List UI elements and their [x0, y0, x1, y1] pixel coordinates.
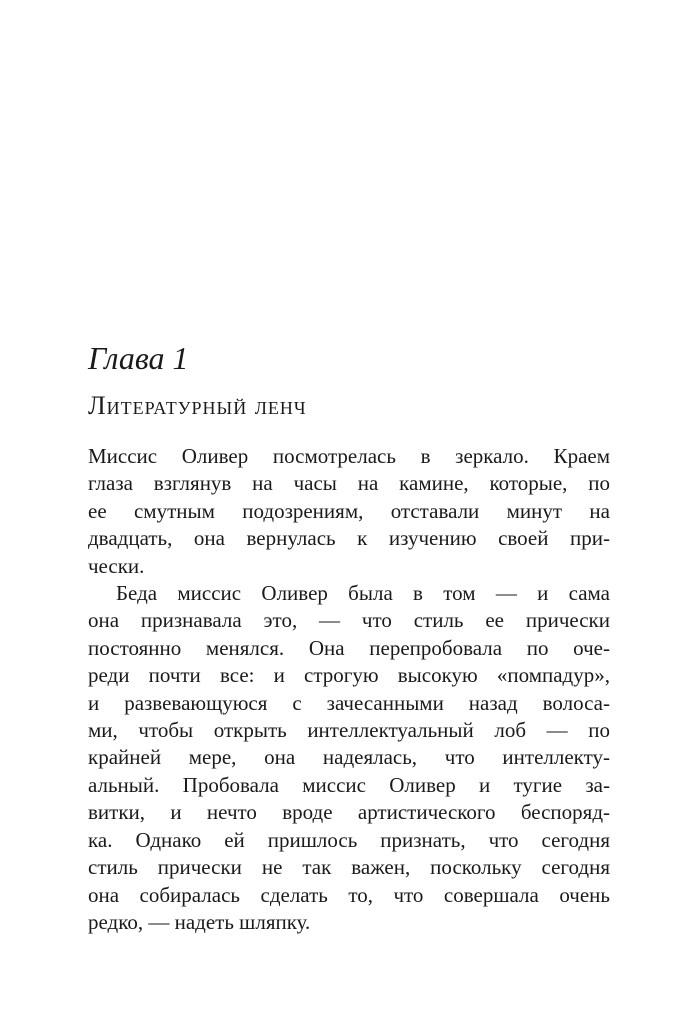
text-line: реди почти все: и строгую высокую «помпадур», [88, 663, 610, 688]
text-line: чески. [88, 553, 145, 578]
text-line: ее смутным подозрениям, отставали минут на [88, 498, 610, 523]
text-line: витки, и нечто вроде артистического беспоряд- [88, 800, 610, 825]
text-line: ми, чтобы открыть интеллектуальный лоб — по [88, 718, 610, 743]
chapter-body [88, 443, 610, 936]
text-line: глаза взглянув на часы на камине, которые, по [88, 471, 610, 496]
text-line: крайней мере, она надеялась, что интеллекту- [88, 745, 610, 770]
text-line: ка. Однако ей пришлось признать, что сегодня [88, 827, 610, 852]
text-line: она собиралась сделать то, что совершала очень [88, 882, 610, 907]
text-line: стиль прически не так важен, поскольку сегодня [88, 855, 610, 880]
paragraph-1 [88, 443, 610, 580]
text-line: и развевающуюся с зачесанными назад волоса- [88, 690, 610, 715]
paragraph-2 [88, 580, 610, 936]
text-line: Беда миссис Оливер была в том — и сама [116, 581, 610, 606]
text-line: редко, — надеть шляпку. [88, 909, 311, 934]
chapter-number: Глава 1 [88, 340, 189, 376]
text-line: альный. Пробовала миссис Оливер и тугие за- [88, 772, 610, 797]
text-line: она признавала это, — что стиль ее прически [88, 608, 610, 633]
text-line: Миссис Оливер посмотрелась в зеркало. Краем [88, 444, 610, 468]
text-line: постоянно менялся. Она перепробовала по оче- [88, 635, 610, 660]
text-line: двадцать, она вернулась к изучению своей при- [88, 526, 610, 551]
chapter-title: Литературный ленч [88, 391, 307, 420]
